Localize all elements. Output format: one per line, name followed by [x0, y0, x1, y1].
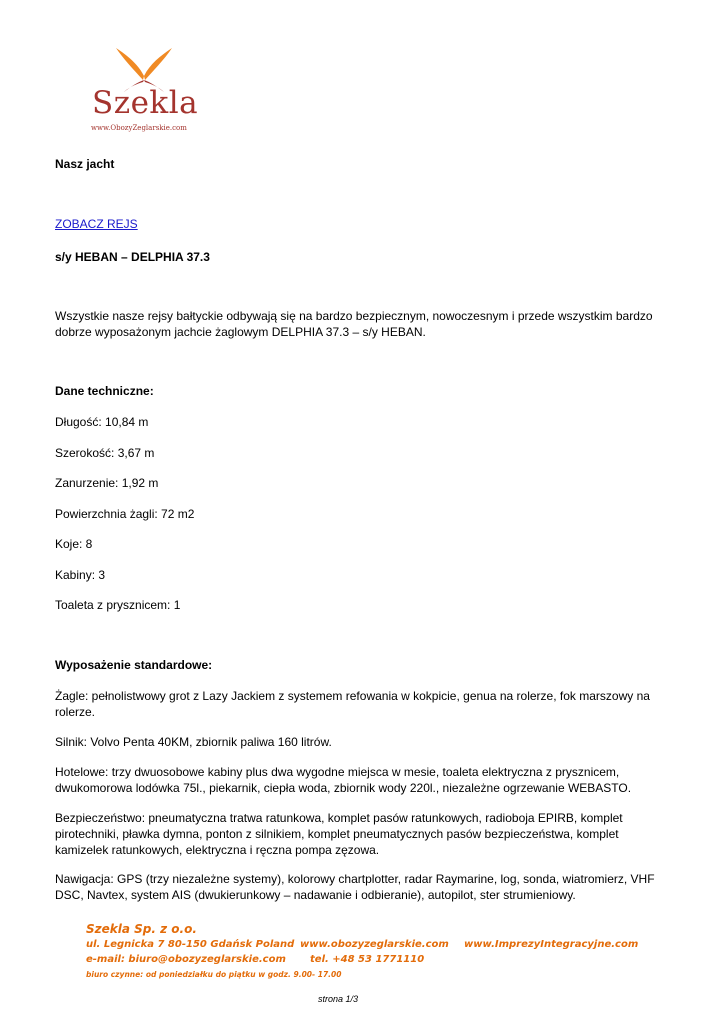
- footer-website-1[interactable]: www.obozyzeglarskie.com: [300, 939, 449, 950]
- footer-office-hours: biuro czynne: od poniedziałku do piątku w godz. 9.00- 17.00: [86, 970, 342, 979]
- tech-item: Powierzchnia żagli: 72 m2: [55, 507, 195, 521]
- footer-email[interactable]: e-mail: biuro@obozyzeglarskie.com: [86, 954, 286, 965]
- equipment-item: Nawigacja: GPS (trzy niezależne systemy), kolorowy chartplotter, radar Raymarine, log, sonda, wiatromierz, VHF DSC, Navtex, system AIS (dwukierunkowy – nadawanie i odbieranie), autopilot, ster strumieniowy.: [55, 872, 655, 902]
- yacht-name: s/y HEBAN – DELPHIA 37.3: [55, 250, 210, 264]
- tech-item: Koje: 8: [55, 537, 93, 551]
- logo-wordmark: Szekla: [92, 85, 199, 121]
- logo-url: www.ObozyZeglarskie.com: [91, 124, 187, 132]
- equipment-item: Hotelowe: trzy dwuosobowe kabiny plus dwa wygodne miejsca w mesie, toaleta elektryczna z prysznicem, dwukomorowa lodówka 75l., piekarnik, ciepła woda, zbiornik wody 220l., niezależne ogrzewanie WEBASTO.: [55, 765, 632, 795]
- footer-website-2[interactable]: www.ImprezyIntegracyjne.com: [464, 939, 639, 950]
- footer-company: Szekla Sp. z o.o.: [86, 922, 197, 936]
- tech-item: Szerokość: 3,67 m: [55, 446, 155, 460]
- footer-address: ul. Legnicka 7 80-150 Gdańsk Poland: [86, 939, 295, 950]
- see-cruise-link[interactable]: ZOBACZ REJS: [55, 217, 138, 231]
- intro-paragraph: Wszystkie nasze rejsy bałtyckie odbywają się na bardzo bezpiecznym, nowoczesnym i przede wszystkim bardzo dobrze wyposażonym jachcie żaglowym DELPHIA 37.3 – s/y HEBAN.: [55, 309, 653, 339]
- footer-phone: tel. +48 53 1771110: [310, 954, 425, 965]
- section-heading: Nasz jacht: [55, 157, 115, 171]
- equipment-item: Bezpieczeństwo: pneumatyczna tratwa ratunkowa, komplet pasów ratunkowych, radioboja EPIRB, komplet pirotechniki, pławka dymna, ponton z silnikiem, komplet pneumatycznych pasów bezpieczeństwa, komplet kamizelek ratunkowych, elektryczna i ręczna pompa zęzowa.: [55, 811, 623, 857]
- equipment-item: Żagle: pełnolistwowy grot z Lazy Jackiem z systemem refowania w kokpicie, genua na rolerze, fok marszowy na rolerze.: [55, 689, 650, 719]
- equipment-item: Silnik: Volvo Penta 40KM, zbiornik paliwa 160 litrów.: [55, 735, 332, 749]
- page-number: strona 1/3: [318, 994, 359, 1004]
- tech-item: Długość: 10,84 m: [55, 415, 149, 429]
- company-logo: [88, 46, 208, 138]
- tech-heading: Dane techniczne:: [55, 384, 154, 398]
- tech-item: Kabiny: 3: [55, 568, 106, 582]
- equipment-heading: Wyposażenie standardowe:: [55, 658, 213, 672]
- tech-item: Zanurzenie: 1,92 m: [55, 476, 159, 490]
- tech-item: Toaleta z prysznicem: 1: [55, 598, 181, 612]
